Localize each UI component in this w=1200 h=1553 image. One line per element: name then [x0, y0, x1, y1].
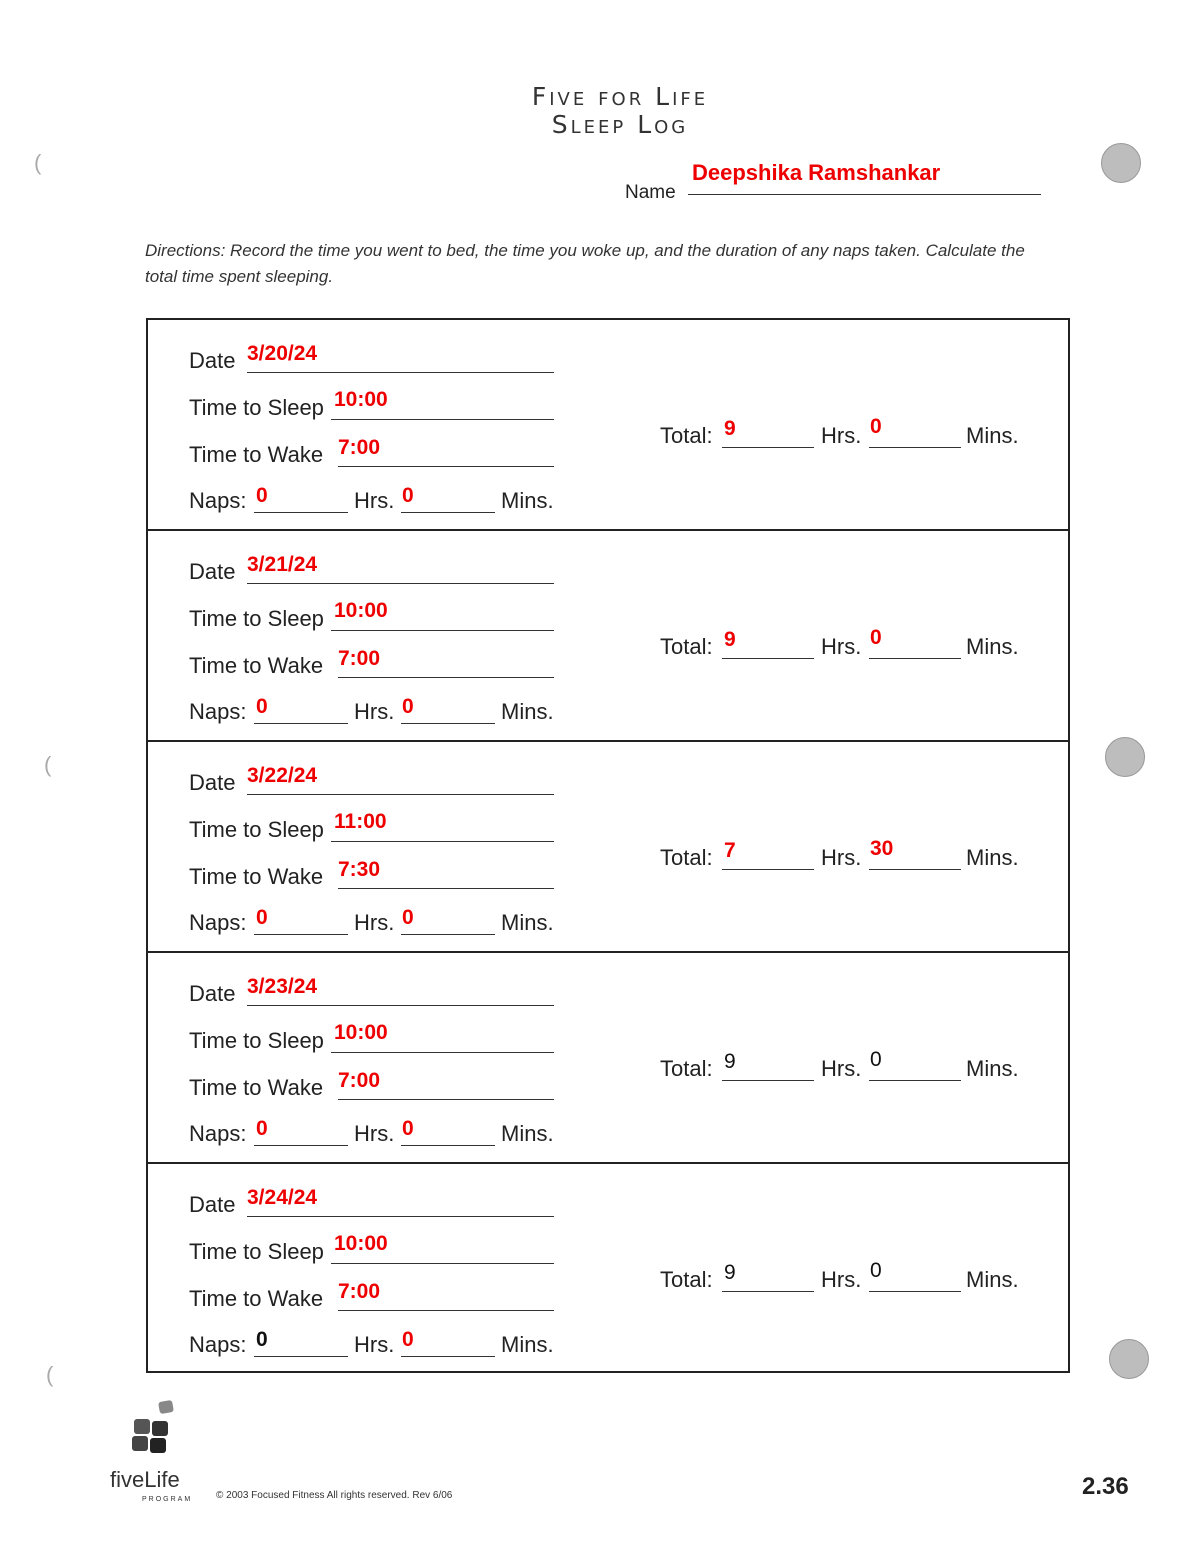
total-hrs-line — [722, 447, 814, 448]
sleep-label: Time to Sleep — [189, 1028, 324, 1053]
total-mins-label: Mins. — [966, 1267, 1019, 1292]
wake-line — [338, 1310, 554, 1311]
name-field-line — [688, 194, 1041, 195]
date-label: Date — [189, 559, 236, 584]
total-hrs-value[interactable]: 9 — [724, 1261, 736, 1284]
date-value[interactable]: 3/23/24 — [247, 975, 318, 998]
total-mins-value[interactable]: 30 — [870, 837, 894, 860]
total-label: Total: — [660, 1267, 713, 1292]
sleep-label: Time to Sleep — [189, 606, 324, 631]
total-mins-label: Mins. — [966, 845, 1019, 870]
total-hrs-line — [722, 658, 814, 659]
total-hrs-label: Hrs. — [821, 423, 862, 448]
sleep-log-table — [146, 318, 1070, 1373]
date-line — [247, 583, 554, 584]
total-label: Total: — [660, 845, 713, 870]
sleep-log-entry — [148, 953, 1068, 1164]
nap-mins-line — [401, 1356, 495, 1357]
total-hrs-label: Hrs. — [821, 845, 862, 870]
nap-hrs-label: Hrs. — [354, 1121, 395, 1146]
nap-hrs-label: Hrs. — [354, 910, 395, 935]
page-title-line1: Five for Life — [531, 82, 709, 111]
wake-line — [338, 466, 554, 467]
date-label: Date — [189, 348, 236, 373]
wake-label: Time to Wake — [189, 1286, 324, 1311]
date-label: Date — [189, 770, 236, 795]
date-line — [247, 372, 554, 373]
sleep-value[interactable]: 10:00 — [334, 1021, 388, 1044]
naps-label: Naps: — [189, 1121, 247, 1146]
total-hrs-value[interactable]: 9 — [724, 417, 736, 440]
sleep-log-entry — [148, 320, 1068, 531]
nap-hrs-line — [254, 934, 348, 935]
fivelife-logo — [110, 1395, 200, 1505]
total-label: Total: — [660, 423, 713, 448]
nap-mins-line — [401, 934, 495, 935]
wake-line — [338, 1099, 554, 1100]
total-hrs-label: Hrs. — [821, 634, 862, 659]
nap-mins-line — [401, 512, 495, 513]
total-mins-value[interactable]: 0 — [870, 1259, 882, 1282]
date-line — [247, 1005, 554, 1006]
date-label: Date — [189, 981, 236, 1006]
wake-label: Time to Wake — [189, 1075, 324, 1100]
total-hrs-label: Hrs. — [821, 1056, 862, 1081]
sleep-label: Time to Sleep — [189, 817, 324, 842]
sleep-value[interactable]: 10:00 — [334, 1232, 388, 1255]
nap-hrs-line — [254, 512, 348, 513]
total-mins-line — [869, 658, 961, 659]
nap-mins-value[interactable]: 0 — [402, 1117, 414, 1140]
wake-value[interactable]: 7:00 — [338, 647, 381, 670]
binder-hole — [1101, 143, 1141, 183]
logo-subtext: PROGRAM — [142, 1496, 193, 1503]
binder-hole — [1105, 737, 1145, 777]
total-hrs-line — [722, 869, 814, 870]
sleep-line — [331, 841, 554, 842]
nap-mins-line — [401, 723, 495, 724]
nap-hrs-value[interactable]: 0 — [256, 695, 268, 718]
directions-text: Directions: Record the time you went to bed, the time you woke up, and the duration of any naps taken. Calculate the total time spent sleeping. — [145, 241, 1025, 286]
total-mins-label: Mins. — [966, 423, 1019, 448]
date-value[interactable]: 3/24/24 — [247, 1186, 318, 1209]
naps-label: Naps: — [189, 488, 247, 513]
sleep-log-entry — [148, 1164, 1068, 1375]
name-label: Name — [625, 182, 676, 203]
date-value[interactable]: 3/22/24 — [247, 764, 318, 787]
total-mins-value[interactable]: 0 — [870, 415, 882, 438]
date-line — [247, 1216, 554, 1217]
nap-hrs-value[interactable]: 0 — [256, 1117, 268, 1140]
sleep-value[interactable]: 10:00 — [334, 599, 388, 622]
nap-mins-label: Mins. — [501, 910, 554, 935]
wake-label: Time to Wake — [189, 442, 324, 467]
date-line — [247, 794, 554, 795]
nap-mins-value[interactable]: 0 — [402, 695, 414, 718]
nap-hrs-line — [254, 1356, 348, 1357]
total-mins-label: Mins. — [966, 634, 1019, 659]
nap-mins-label: Mins. — [501, 699, 554, 724]
naps-label: Naps: — [189, 699, 247, 724]
scan-mark: ( — [44, 752, 52, 777]
nap-hrs-label: Hrs. — [354, 699, 395, 724]
page-number: 2.36 — [1082, 1473, 1129, 1500]
nap-mins-value[interactable]: 0 — [402, 906, 414, 929]
nap-hrs-label: Hrs. — [354, 488, 395, 513]
sleep-value[interactable]: 11:00 — [334, 810, 387, 833]
scan-mark: ( — [46, 1362, 54, 1387]
total-hrs-line — [722, 1291, 814, 1292]
wake-value[interactable]: 7:00 — [338, 1069, 381, 1092]
sleep-line — [331, 1263, 554, 1264]
total-mins-value[interactable]: 0 — [870, 1048, 882, 1071]
sleep-log-entry — [148, 531, 1068, 742]
naps-label: Naps: — [189, 1332, 247, 1357]
date-label: Date — [189, 1192, 236, 1217]
total-mins-line — [869, 869, 961, 870]
total-hrs-value[interactable]: 7 — [724, 839, 736, 862]
date-value[interactable]: 3/20/24 — [247, 342, 318, 365]
nap-hrs-line — [254, 1145, 348, 1146]
wake-line — [338, 888, 554, 889]
nap-mins-line — [401, 1145, 495, 1146]
wake-label: Time to Wake — [189, 653, 324, 678]
logo-wordmark: fiveLife — [110, 1467, 180, 1492]
total-hrs-value[interactable]: 9 — [724, 628, 736, 651]
nap-mins-label: Mins. — [501, 488, 554, 513]
nap-mins-value[interactable]: 0 — [402, 484, 414, 507]
sleep-value[interactable]: 10:00 — [334, 388, 388, 411]
total-mins-label: Mins. — [966, 1056, 1019, 1081]
sleep-log-entry — [148, 742, 1068, 953]
nap-mins-label: Mins. — [501, 1121, 554, 1146]
sleep-label: Time to Sleep — [189, 1239, 324, 1264]
total-hrs-line — [722, 1080, 814, 1081]
naps-label: Naps: — [189, 910, 247, 935]
total-mins-line — [869, 447, 961, 448]
nap-hrs-value[interactable]: 0 — [256, 906, 268, 929]
total-hrs-label: Hrs. — [821, 1267, 862, 1292]
scan-mark: ( — [34, 150, 42, 175]
nap-hrs-value[interactable]: 0 — [256, 1328, 268, 1351]
nap-hrs-line — [254, 723, 348, 724]
total-label: Total: — [660, 634, 713, 659]
page-title-line2: Sleep Log — [551, 110, 689, 139]
total-mins-line — [869, 1291, 961, 1292]
wake-value[interactable]: 7:00 — [338, 436, 381, 459]
copyright-text: © 2003 Focused Fitness All rights reserved. Rev 6/06 — [216, 1490, 453, 1501]
sleep-label: Time to Sleep — [189, 395, 324, 420]
sleep-line — [331, 630, 554, 631]
sleep-line — [331, 1052, 554, 1053]
name-value[interactable]: Deepshika Ramshankar — [692, 160, 941, 185]
sleep-line — [331, 419, 554, 420]
wake-value[interactable]: 7:30 — [338, 858, 381, 881]
wake-value[interactable]: 7:00 — [338, 1280, 381, 1303]
nap-mins-label: Mins. — [501, 1332, 554, 1357]
wake-line — [338, 677, 554, 678]
total-mins-line — [869, 1080, 961, 1081]
total-mins-value[interactable]: 0 — [870, 626, 882, 649]
nap-hrs-label: Hrs. — [354, 1332, 395, 1357]
date-value[interactable]: 3/21/24 — [247, 553, 318, 576]
binder-hole — [1109, 1339, 1149, 1379]
total-label: Total: — [660, 1056, 713, 1081]
nap-hrs-value[interactable]: 0 — [256, 484, 268, 507]
nap-mins-value[interactable]: 0 — [402, 1328, 414, 1351]
wake-label: Time to Wake — [189, 864, 324, 889]
total-hrs-value[interactable]: 9 — [724, 1050, 736, 1073]
